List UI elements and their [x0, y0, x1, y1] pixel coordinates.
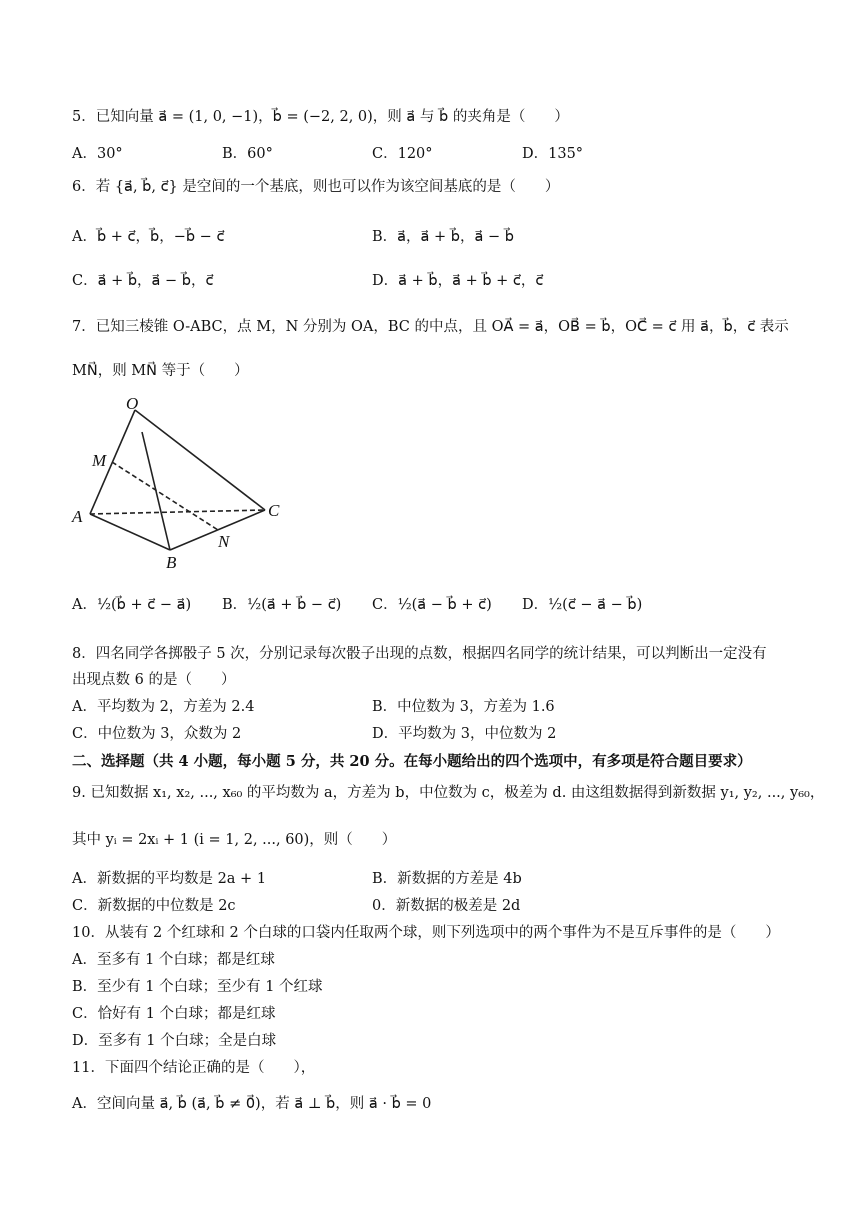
q7-option-a: A．½(b⃗ + c⃗ − a⃗): [72, 597, 192, 613]
label-c: C: [268, 501, 280, 520]
q7-option-d: D．½(c⃗ − a⃗ − b⃗): [522, 597, 643, 613]
q6-option-c: C．a⃗ + b⃗，a⃗ − b⃗，c⃗: [72, 273, 214, 289]
edge-ab: [90, 514, 170, 550]
q6-option-b: B．a⃗，a⃗ + b⃗，a⃗ − b⃗: [372, 229, 514, 245]
q8-option-b: B．中位数为 3，方差为 1.6: [372, 699, 555, 715]
q5-option-a: A．30°: [72, 146, 123, 162]
label-b: B: [166, 553, 177, 572]
q8-option-d: D．平均数为 3，中位数为 2: [372, 726, 557, 742]
label-o: O: [126, 394, 139, 413]
tetrahedron-figure: [70, 392, 300, 572]
q9-stem-line1: 9. 已知数据 x₁, x₂, ..., x₆₀ 的平均数为 a，方差为 b，中位数为 c，极差为 d. 由这组数据得到新数据 y₁, y₂, ..., y₆₀，: [72, 785, 825, 801]
q8-stem-line1: 8．四名同学各掷骰子 5 次，分别记录每次骰子出现的点数，根据四名同学的统计结果，可以判断出一定没有: [72, 646, 767, 662]
q9-option-b: B．新数据的方差是 4b: [372, 871, 522, 887]
q9-option-c: C．新数据的中位数是 2c: [72, 898, 236, 914]
edge-ac-hidden: [90, 510, 265, 514]
label-a: A: [72, 507, 83, 526]
q10-option-d: D．至多有 1 个白球；全是白球: [72, 1033, 277, 1049]
q7-option-c: C．½(a⃗ − b⃗ + c⃗): [372, 597, 492, 613]
section-2-header: 二、选择题（共 4 小题，每小题 5 分，共 20 分。在每小题给出的四个选项中，有多项是符合题目要求）: [72, 753, 752, 770]
q10-stem: 10．从装有 2 个红球和 2 个白球的口袋内任取两个球，则下列选项中的两个事件为不是互斥事件的是（ ）: [72, 925, 780, 941]
q10-option-b: B．至少有 1 个白球；至少有 1 个红球: [72, 979, 323, 995]
q6-option-d: D．a⃗ + b⃗，a⃗ + b⃗ + c⃗，c⃗: [372, 273, 544, 289]
q10-option-a: A．至多有 1 个白球；都是红球: [72, 952, 275, 968]
q5-stem: 5．已知向量 a⃗ = (1, 0, −1)，b⃗ = (−2, 2, 0)，则 a⃗ 与 b⃗ 的夹角是（ ）: [72, 109, 569, 125]
q9-stem-line2: 其中 yᵢ = 2xᵢ + 1 (i = 1, 2, ..., 60)，则（ ）: [72, 832, 397, 848]
q7-option-b: B．½(a⃗ + b⃗ − c⃗): [222, 597, 342, 613]
q6-option-a: A．b⃗ + c⃗，b⃗，−b⃗ − c⃗: [72, 229, 225, 245]
q11-stem: 11．下面四个结论正确的是（ ），: [72, 1060, 316, 1076]
edge-oc: [135, 410, 265, 510]
q5-option-d: D．135°: [522, 146, 584, 162]
q5-option-b: B．60°: [222, 146, 273, 162]
q9-option-d: 0．新数据的极差是 2d: [372, 898, 521, 914]
q11-option-a: A．空间向量 a⃗, b⃗ (a⃗, b⃗ ≠ 0⃗)，若 a⃗ ⊥ b⃗，则 a⃗ · b⃗ = 0: [72, 1096, 432, 1112]
q8-option-c: C．中位数为 3，众数为 2: [72, 726, 242, 742]
q8-option-a: A．平均数为 2，方差为 2.4: [72, 699, 255, 715]
q7-stem-line2: MN⃗，则 MN⃗ 等于（ ）: [72, 363, 249, 379]
label-n: N: [218, 532, 230, 551]
q9-option-a: A．新数据的平均数是 2a + 1: [72, 871, 267, 887]
q6-stem: 6．若 {a⃗, b⃗, c⃗} 是空间的一个基底，则也可以作为该空间基底的是（ ）: [72, 179, 560, 195]
q8-stem-line2: 出现点数 6 的是（ ）: [72, 672, 236, 688]
q5-option-c: C．120°: [372, 146, 433, 162]
q10-option-c: C．恰好有 1 个白球；都是红球: [72, 1006, 276, 1022]
q7-stem-line1: 7．已知三棱锥 O-ABC，点 M，N 分别为 OA，BC 的中点，且 OA⃗ = a⃗，OB⃗ = b⃗，OC⃗ = c⃗ 用 a⃗，b⃗，c⃗ 表示: [72, 319, 789, 335]
segment-mn-hidden: [112, 462, 218, 530]
label-m: M: [92, 451, 107, 470]
